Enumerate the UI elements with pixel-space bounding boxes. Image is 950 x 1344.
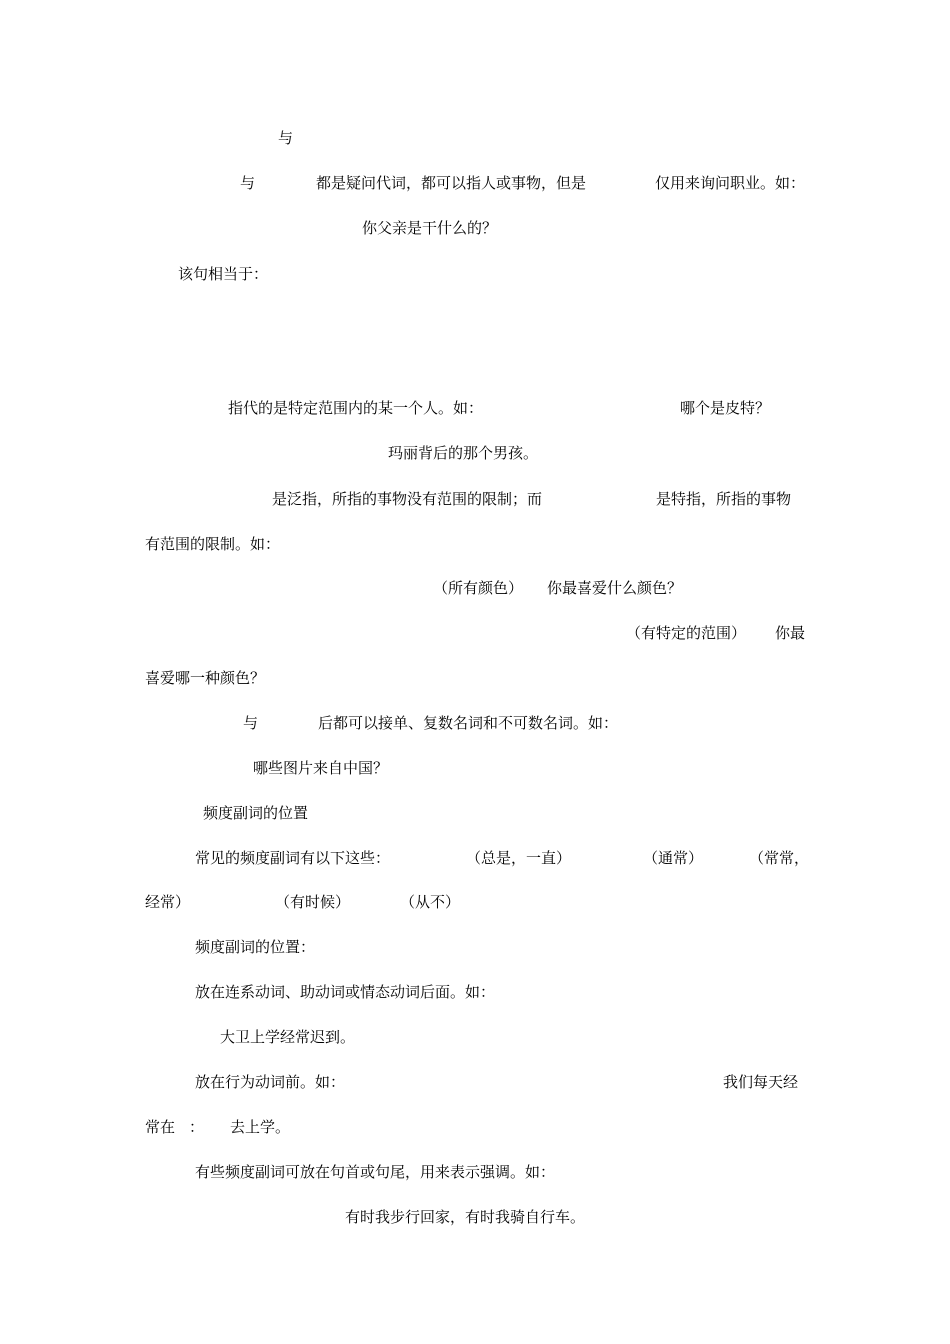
- text-line: 经常）: [145, 893, 191, 911]
- text-line: 常见的频度副词有以下这些：: [195, 849, 391, 867]
- text-line: 有时我步行回家，有时我骑自行车。: [345, 1208, 586, 1226]
- text-line: 哪些图片来自中国？: [253, 759, 389, 777]
- text-line: （总是，一直）: [466, 849, 572, 867]
- text-line: 指代的是特定范围内的某一个人。如：: [228, 399, 484, 417]
- text-line: 频度副词的位置：: [195, 938, 316, 956]
- text-line: 都是疑问代词，都可以指人或事物，但是: [316, 174, 587, 192]
- text-line: 与: [240, 174, 256, 192]
- text-line: （通常）: [643, 849, 704, 867]
- text-line: 该句相当于：: [178, 265, 269, 283]
- text-line: 我们每天经: [723, 1073, 799, 1091]
- text-line: 哪个是皮特？: [680, 399, 771, 417]
- text-line: 你最喜爱什么颜色？: [547, 579, 683, 597]
- text-line: 是泛指，所指的事物没有范围的限制；而: [272, 490, 543, 508]
- text-line: （有时候）: [275, 893, 351, 911]
- text-line: 放在行为动词前。如：: [195, 1073, 346, 1091]
- text-line: 常在: [145, 1118, 176, 1136]
- text-line: 去上学。: [230, 1118, 291, 1136]
- text-line: 大卫上学经常迟到。: [220, 1028, 356, 1046]
- text-line: 你父亲是干什么的？: [362, 219, 498, 237]
- text-line: 放在连系动词、助动词或情态动词后面。如：: [195, 983, 496, 1001]
- text-line: 后都可以接单、复数名词和不可数名词。如：: [318, 714, 619, 732]
- text-line: 有范围的限制。如：: [145, 535, 281, 553]
- text-line: 有些频度副词可放在句首或句尾，用来表示强调。如：: [195, 1163, 556, 1181]
- text-line: （从不）: [400, 893, 461, 911]
- text-line: 你最: [775, 624, 806, 642]
- text-line: （有特定的范围）: [626, 624, 747, 642]
- text-line: 仅用来询问职业。如：: [655, 174, 806, 192]
- text-line: 与: [278, 129, 294, 147]
- text-line: 与: [243, 714, 259, 732]
- text-line: 是特指，所指的事物: [656, 490, 792, 508]
- text-line: 玛丽背后的那个男孩。: [388, 444, 539, 462]
- text-line: （常常，: [749, 849, 810, 867]
- text-line: ：: [189, 1118, 205, 1136]
- text-line: 喜爱哪一种颜色？: [145, 669, 266, 687]
- section-heading: 频度副词的位置: [203, 804, 309, 822]
- text-line: （所有颜色）: [433, 579, 524, 597]
